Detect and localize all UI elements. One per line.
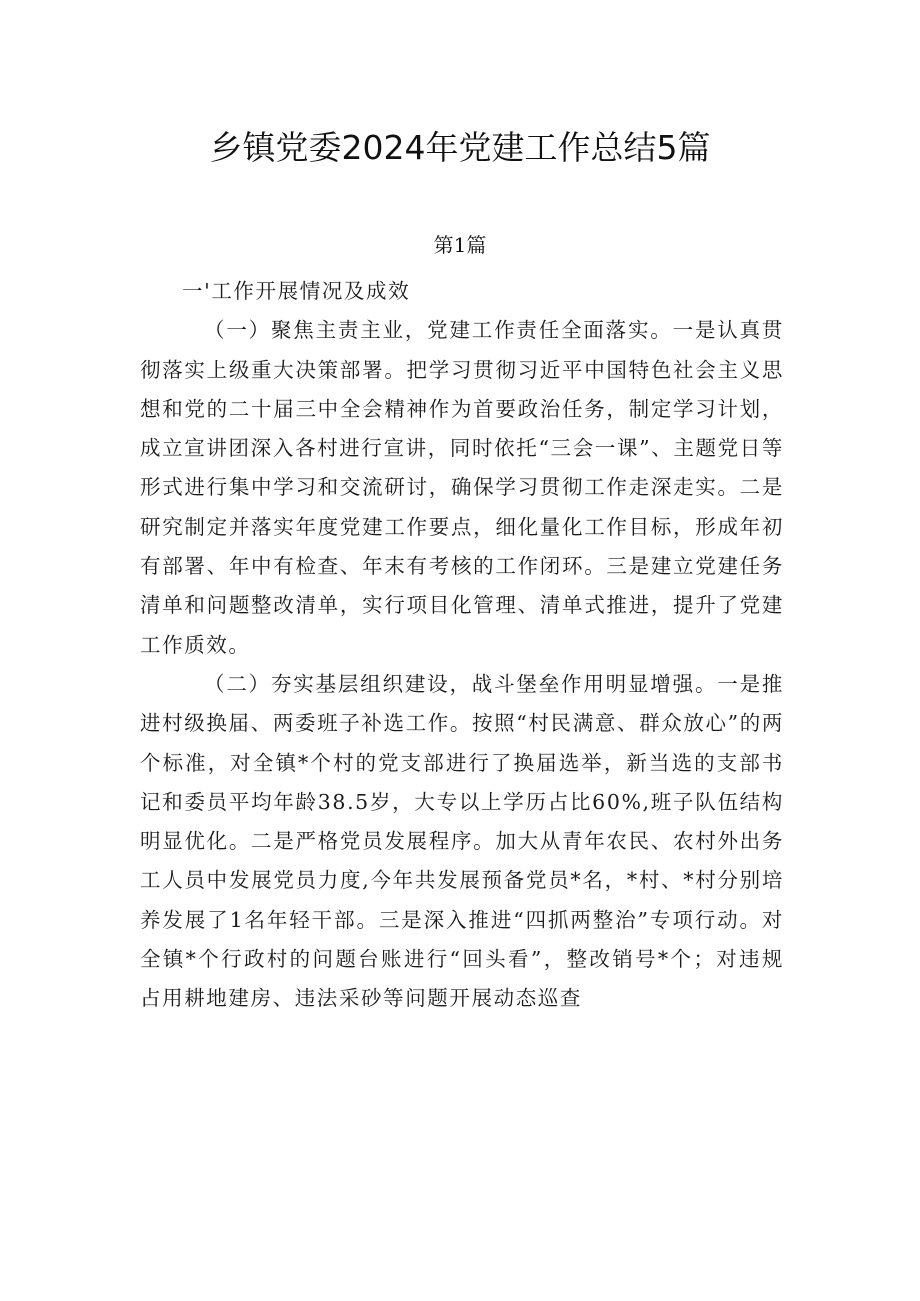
chapter-heading: 第1篇 (433, 233, 487, 257)
document-title: 乡镇党委2024年党建工作总结5篇 (209, 128, 711, 167)
document-body (140, 272, 784, 1019)
section-heading: 一'工作开展情况及成效 (182, 279, 411, 303)
paragraph-1: （一）聚焦主责主业，党建工作责任全面落实。一是认真贯彻落实上级重大决策部署。把学习贯彻习近平中国特色社会主义思想和党的二十届三中全会精神作为首要政治任务，制定学习计划，成立宣讲团深入各村进行宣讲，同时依托“三会一课”、主题党日等形式进行集中学习和交流研讨，确保学习贯彻工作走深走实。二是研究制定并落实年度党建工作要点，细化量化工作目标，形成年初有部署、年中有检查、年末有考核的工作闭环。三是建立党建任务清单和问题整改清单，实行项目化管理、清单式推进，提升了党建工作质效。 (140, 318, 784, 657)
paragraph-2: （二）夯实基层组织建设，战斗堡垒作用明显增强。一是推进村级换届、两委班子补选工作。按照“村民满意、群众放心”的两个标准，对全镇*个村的党支部进行了换届选举，新当选的支部书记和委员平均年龄38.5岁，大专以上学历占比60%,班子队伍结构明显优化。二是严格党员发展程序。加大从青年农民、农村外出务工人员中发展党员力度,今年共发展预备党员*名，*村、*村分别培养发展了1名年轻干部。三是深入推进“四抓两整治”专项行动。对全镇*个行政村的问题台账进行“回头看”，整改销号*个；对违规占用耕地建房、违法采砂等问题开展动态巡查 (140, 671, 784, 1011)
